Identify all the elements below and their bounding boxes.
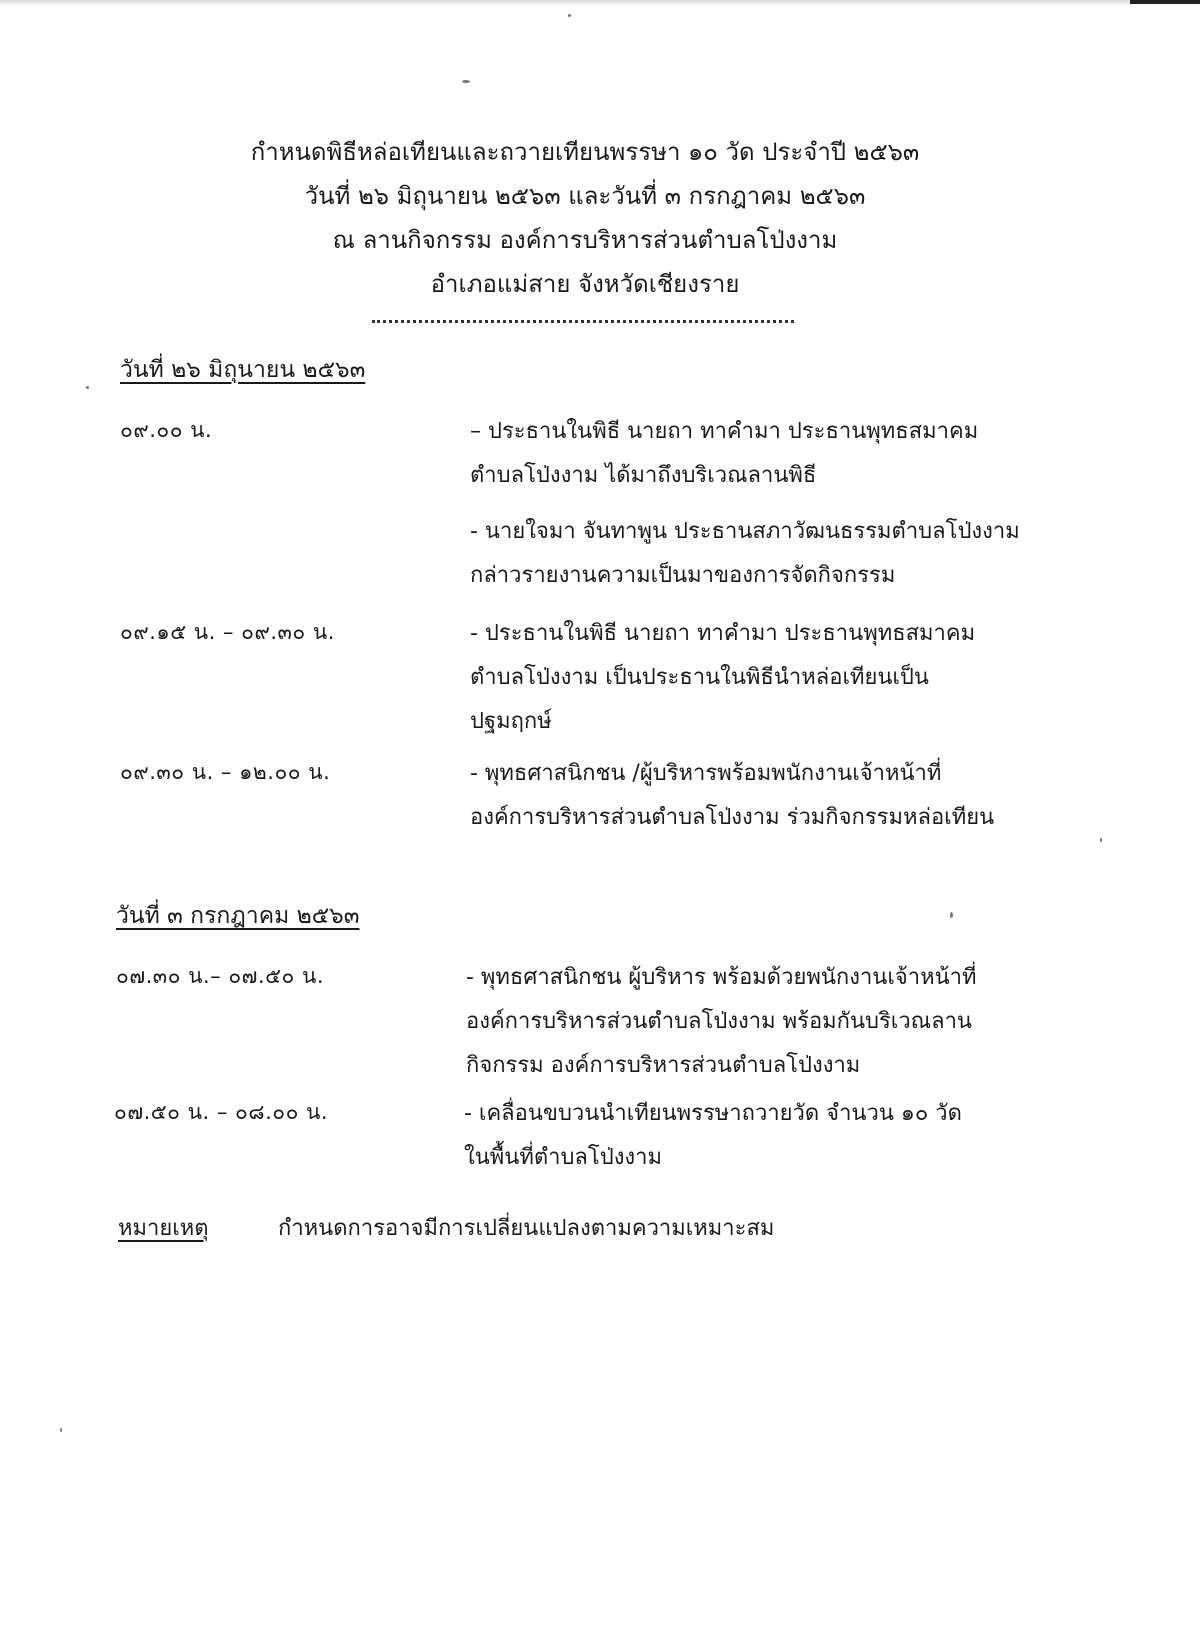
day1-time-4: ๐๙.๓๐ น. – ๑๒.๐๐ น. (120, 760, 331, 784)
day1-time-3: ๐๙.๑๕ น. – ๐๙.๓๐ น. (120, 620, 335, 644)
day1-heading: วันที่ ๒๖ มิถุนายน ๒๕๖๓ (120, 357, 366, 383)
scan-speck (86, 386, 89, 389)
desc-line: - นายใจมา จันทาพูน ประธานสภาวัฒนธรรมตำบลโป่งงาม (470, 519, 1020, 544)
header-dates: วันที่ ๒๖ มิถุนายน ๒๕๖๓ และวันที่ ๓ กรกฎาคม ๒๕๖๓ (304, 182, 866, 210)
desc-line: องค์การบริหารส่วนตำบลโป่งงาม ร่วมกิจกรรมหล่อเทียน (470, 805, 995, 830)
scan-edge (0, 0, 1200, 6)
day1-desc-2 (470, 510, 1020, 598)
desc-line: กล่าวรายงานความเป็นมาของการจัดกิจกรรม (470, 563, 896, 588)
scan-corner-mark (1130, 0, 1200, 4)
note-label: หมายเหตุ (118, 1216, 209, 1241)
scan-speck (462, 80, 470, 83)
day1-desc-3 (470, 612, 975, 744)
desc-line: ตำบลโป่งงาม ได้มาถึงบริเวณลานพิธี (470, 463, 817, 488)
day1-desc-1 (470, 410, 978, 498)
desc-line: - ประธานในพิธี นายถา ทาคำมา ประธานพุทธสมาคม (470, 621, 976, 646)
day2-desc-1 (466, 956, 977, 1088)
desc-line: – ประธานในพิธี นายถา ทาคำมา ประธานพุทธสมาคม (470, 419, 979, 444)
header-title: กำหนดพิธีหล่อเทียนและถวายเทียนพรรษา ๑๐ วัด ประจำปี ๒๕๖๓ (250, 138, 920, 166)
scan-speck (950, 912, 953, 918)
desc-line: ตำบลโป่งงาม เป็นประธานในพิธีนำหล่อเทียนเป็น (470, 665, 929, 690)
header-district: อำเภอแม่สาย จังหวัดเชียงราย (430, 270, 740, 298)
desc-line: - พุทธศาสนิกชน ผู้บริหาร พร้อมด้วยพนักงานเจ้าหน้าที่ (466, 965, 977, 990)
desc-line: - เคลื่อนขบวนนำเทียนพรรษาถวายวัด จำนวน ๑๐ วัด (464, 1101, 962, 1126)
desc-line: องค์การบริหารส่วนตำบลโป่งงาม พร้อมกันบริเวณลาน (466, 1009, 972, 1034)
scan-speck (60, 1428, 62, 1432)
desc-line: - พุทธศาสนิกชน /ผู้บริหารพร้อมพนักงานเจ้าหน้าที่ (470, 761, 942, 786)
day1-time-1: ๐๙.๐๐ น. (120, 418, 213, 442)
document-header (0, 130, 1170, 306)
desc-line: ปฐมฤกษ์ (470, 709, 552, 734)
scan-speck (568, 14, 571, 17)
day1-desc-4 (470, 752, 994, 840)
header-separator (372, 318, 794, 323)
desc-line: กิจกรรม องค์การบริหารส่วนตำบลโป่งงาม (466, 1053, 861, 1078)
day2-heading: วันที่ ๓ กรกฎาคม ๒๕๖๓ (116, 903, 360, 929)
header-venue: ณ ลานกิจกรรม องค์การบริหารส่วนตำบลโป่งงาม (332, 226, 838, 254)
note-text: กำหนดการอาจมีการเปลี่ยนแปลงตามความเหมาะสม (278, 1216, 775, 1241)
day2-time-1: ๐๗.๓๐ น.– ๐๗.๕๐ น. (116, 964, 325, 988)
day2-time-2: ๐๗.๕๐ น. – ๐๘.๐๐ น. (114, 1100, 329, 1124)
desc-line: ในพื้นที่ตำบลโป่งงาม (464, 1145, 663, 1170)
scan-speck (1100, 838, 1102, 842)
day2-desc-2 (464, 1092, 962, 1180)
